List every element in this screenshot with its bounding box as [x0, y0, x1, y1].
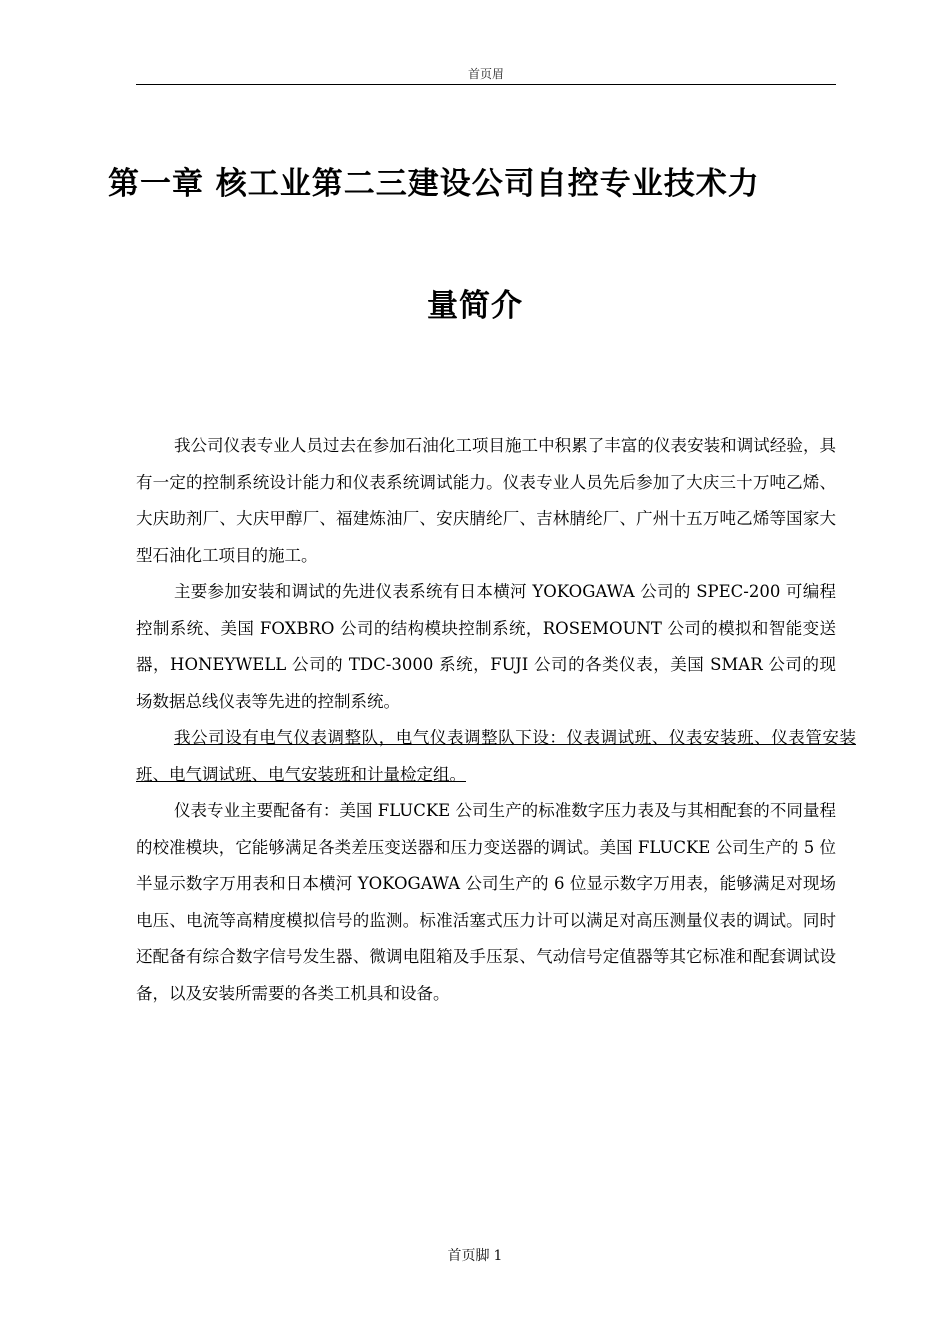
paragraph-equipment: 仪表专业主要配备有：美国 FLUCKE 公司生产的标准数字压力表及与其相配套的不同量程的校准模块，它能够满足各类差压变送器和压力变送器的调试。美国 FLUCKE 公司生产的 5 位半显示数字万用表和日本横河 YOKOGAWA 公司生产的 6 位显示数字万用表，能够满足对现场电压、电流等高精度模拟信号的监测。标准活塞式压力计可以满足对高压测量仪表的调试。同时还配备有综合数字信号发生器、微调电阻箱及手压泵、气动信号定值器等其它标准和配套调试设备，以及安装所需要的各类工机具和设备。 — [136, 801, 836, 1003]
body-content — [136, 428, 856, 1012]
page-footer — [0, 1246, 950, 1266]
chapter-title-line-2: 量简介 — [427, 288, 523, 324]
page-number: 1 — [493, 1248, 503, 1264]
paragraph-experience: 我公司仪表专业人员过去在参加石油化工项目施工中积累了丰富的仪表安装和调试经验，具有一定的控制系统设计能力和仪表系统调试能力。仪表专业人员先后参加了大庆三十万吨乙烯、大庆助剂厂、大庆甲醇厂、福建炼油厂、安庆腈纶厂、吉林腈纶厂、广州十五万吨乙烯等国家大型石油化工项目的施工。 — [136, 436, 836, 565]
header-text: 首页眉 — [467, 67, 504, 81]
paragraph-teams: 我公司设有电气仪表调整队，电气仪表调整队下设：仪表调试班、仪表安装班、仪表管安装班、电气调试班、电气安装班和计量检定组。 — [136, 728, 856, 784]
paragraph-systems: 主要参加安装和调试的先进仪表系统有日本横河 YOKOGAWA 公司的 SPEC-200 可编程控制系统、美国 FOXBRO 公司的结构模块控制系统，ROSEMOUNT 公司的模拟和智能变送器，HONEYWELL 公司的 TDC-3000 系统，FUJI 公司的各类仪表，美国 SMAR 公司的现场数据总线仪表等先进的控制系统。 — [136, 582, 836, 711]
page-header — [136, 66, 836, 85]
chapter-title-line-1: 第一章 核工业第二三建设公司自控专业技术力 — [108, 166, 760, 202]
footer-text: 首页脚 — [447, 1248, 490, 1264]
